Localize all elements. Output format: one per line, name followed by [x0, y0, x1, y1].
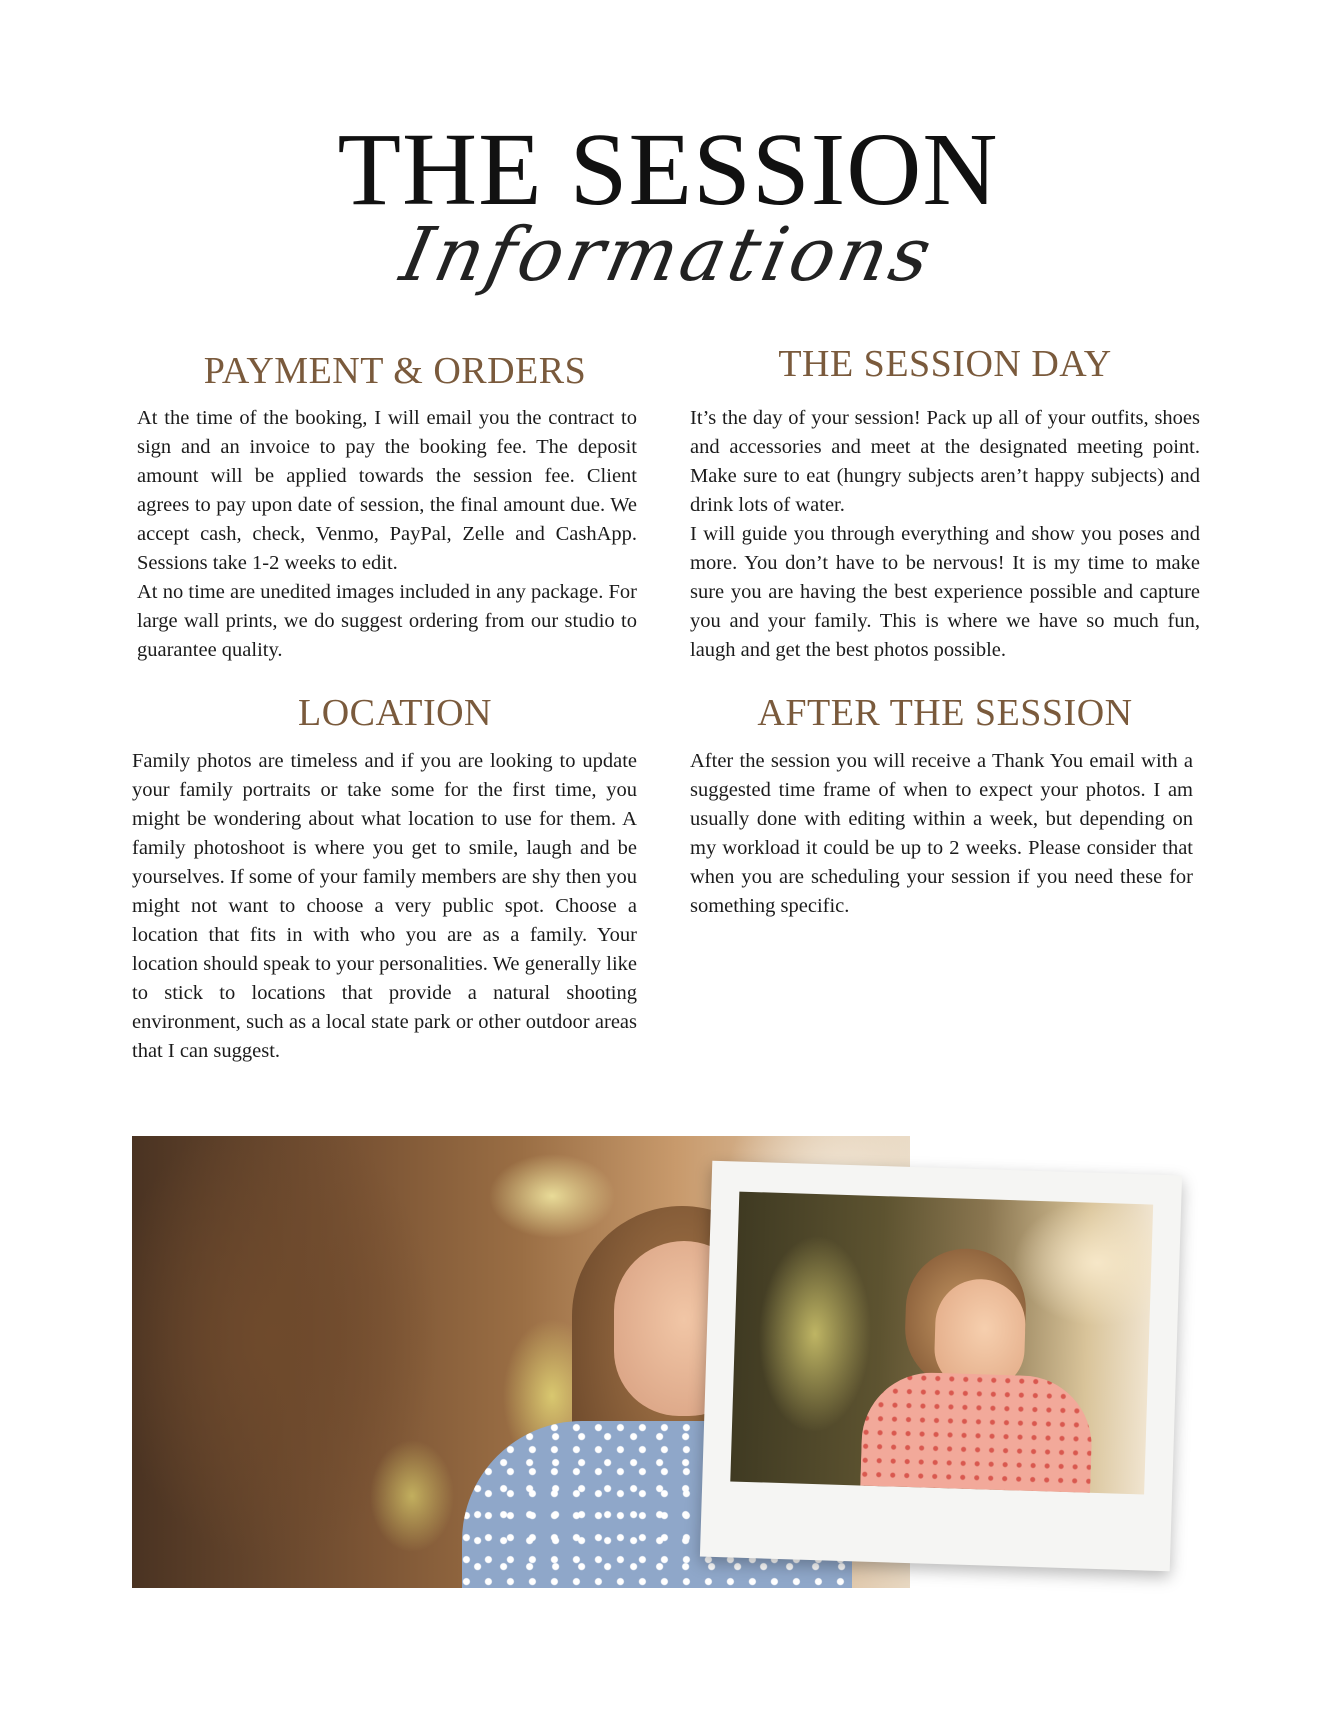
payment-text: [137, 404, 637, 665]
polaroid-photo-girl-profile: [730, 1192, 1153, 1495]
payment-paragraph-1: At the time of the booking, I will email you the contract to sign and an invoice to pay the booking fee. The deposit amount will be applied towards the session fee. Client agrees to pay upon date of session, the final amount due. We accept cash, check, Venmo, PayPal, Zelle and CashApp. Sessions take 1-2 weeks to edit.: [137, 407, 637, 574]
page-subtitle-script: Informations: [393, 212, 943, 298]
after-session-paragraph-1: After the session you will receive a Thank You email with a suggested time frame of when to expect your photos. I am usually done with editing within a week, but depending on my workload it could be up to 2 weeks. Please consider that when you are scheduling your session if you need these for something specific.: [690, 750, 1193, 917]
session-day-text: [690, 404, 1200, 665]
location-heading: LOCATION: [298, 692, 492, 734]
after-session-text: [690, 747, 1193, 921]
session-day-paragraph-1: It’s the day of your session! Pack up all of your outfits, shoes and accessories and meet at the designated meeting point. Make sure to eat (hungry subjects aren’t happy subjects) and drink lots of water.: [690, 407, 1200, 516]
after-session-heading: AFTER THE SESSION: [757, 692, 1133, 734]
location-text: [132, 747, 637, 1066]
payment-heading: PAYMENT & ORDERS: [203, 350, 587, 392]
payment-paragraph-2: At no time are unedited images included in any package. For large wall prints, we do suggest ordering from our studio to guarantee quality.: [137, 581, 637, 661]
session-day-paragraph-2: I will guide you through everything and show you poses and more. You don’t have to be nervous! It is my time to make sure you are having the best experience possible and capture you and your family. This is where we have so much fun, laugh and get the best photos possible.: [690, 523, 1200, 661]
session-day-heading: THE SESSION DAY: [778, 343, 1112, 385]
page-title: THE SESSION: [337, 112, 999, 227]
location-paragraph-1: Family photos are timeless and if you are looking to update your family portraits or take some for the first time, you might be wondering about what location to use for them. A family photoshoot is where you get to smile, laugh and be yourselves. If some of your family members are shy then you might not want to choose a very public spot. Choose a location that fits in with who you are as a family. Your location should speak to your personalities. We generally like to stick to locations that provide a natural shooting environment, such as a local state park or other outdoor areas that I can suggest.: [132, 750, 637, 1062]
polaroid-frame: [700, 1161, 1182, 1572]
girl-dress-shape: [859, 1371, 1093, 1495]
